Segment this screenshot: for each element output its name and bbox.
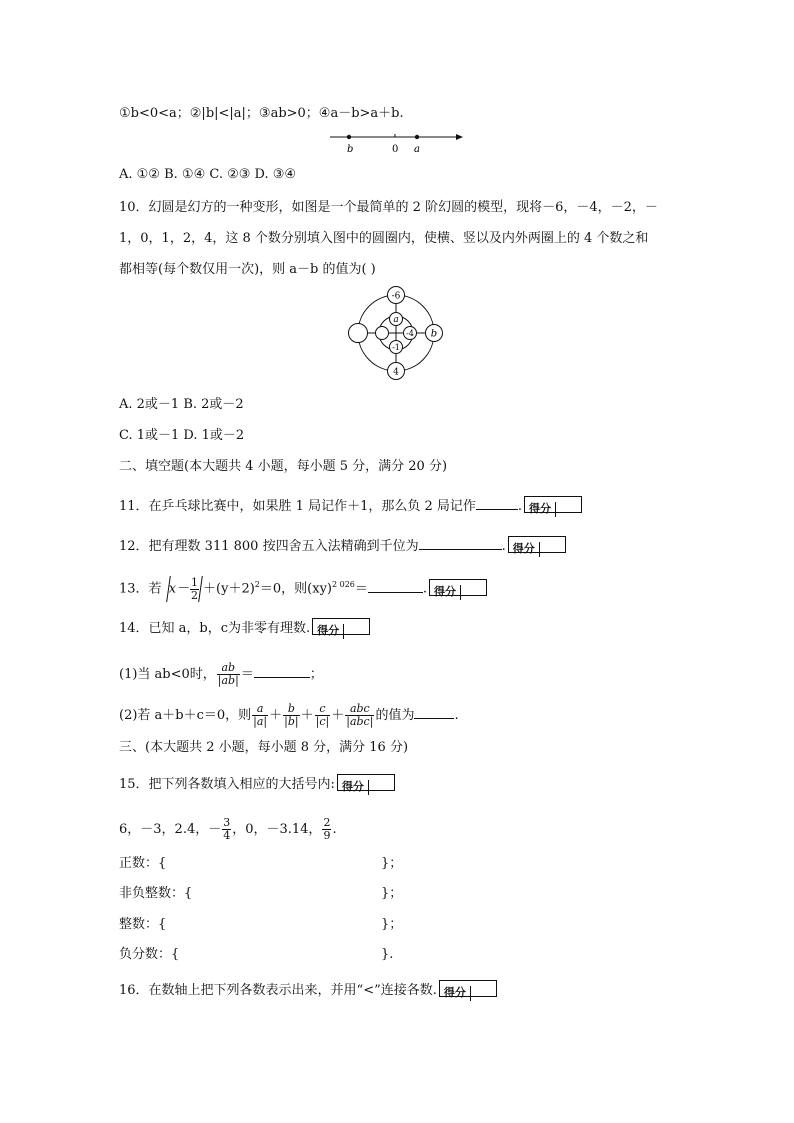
node-inner-left (376, 327, 389, 340)
q15-nums-end: . (332, 822, 337, 837)
q14 (119, 620, 370, 637)
row-answer-area[interactable] (199, 947, 379, 963)
q12-score-box (508, 536, 566, 553)
q13-eq: ＝0，则(xy) (259, 581, 332, 597)
node-inner-top-value: a (393, 315, 399, 325)
q15-nums-pre: 6，－3，2.4，－ (119, 822, 222, 837)
q12 (119, 537, 566, 555)
q13-abs-var: x－ (168, 581, 190, 597)
frac-den: |abc| (346, 715, 374, 728)
row-close: }； (381, 886, 403, 901)
label-zero: 0 (392, 144, 399, 155)
node-inner-right-value: -4 (406, 329, 414, 338)
label-b: b (347, 144, 354, 155)
q14-text: 14．已知 a，b，c为非零有理数. (119, 621, 311, 636)
row-close: }. (381, 947, 394, 962)
q11-end: . (517, 499, 523, 514)
node-inner-bottom-value: -1 (392, 343, 400, 352)
frac-den: |b| (284, 715, 299, 728)
q13-power: 2 026 (331, 580, 355, 590)
frac-num: b (283, 703, 299, 716)
plus-sign: ＋ (300, 708, 314, 723)
q14-fraction-c (315, 703, 331, 728)
q13-square: 2 (254, 580, 260, 590)
label-a: a (414, 144, 420, 155)
q10-line2: 1，0，1，2，4，这 8 个数分别填入图中的圆圈内，使横、竖以及内外两圈上的 4 个数之和 (119, 231, 649, 246)
q14-part2-answer-blank[interactable] (414, 706, 454, 719)
q12-end: . (501, 539, 506, 554)
row-close: }； (381, 917, 403, 932)
frac-num: 3 (223, 816, 231, 829)
q13-end: . (422, 581, 428, 597)
row-answer-area[interactable] (219, 886, 379, 902)
row-answer-area[interactable] (189, 856, 379, 872)
q9-statements: ①b<0<a；②|b|<|a|；③ab>0；④a－b>a＋b. (119, 106, 404, 121)
score-label: 得分 (430, 585, 461, 600)
q11 (119, 497, 582, 515)
q14-part2-post: 的值为 (375, 708, 415, 723)
q14-fraction-a (252, 703, 268, 728)
q13-score-box (429, 579, 487, 596)
q9-number-line (325, 128, 470, 156)
q14-part1-pre: (1)当 ab<0时， (119, 667, 216, 682)
frac-num: 2 (323, 816, 331, 829)
frac-num: c (315, 703, 331, 716)
row-label: 非负整数：{ (119, 886, 193, 901)
q11-text: 11．在乒乓球比赛中，如果胜 1 局记作＋1，那么负 2 局记作 (119, 499, 476, 514)
q13 (119, 576, 487, 602)
q15-fraction-3-4 (222, 817, 231, 842)
q13-post: ＝ (354, 581, 368, 597)
plus-sign: ＋ (269, 708, 283, 723)
q10-choices-2: C. 1或－1 D. 1或－2 (119, 428, 245, 443)
q14-part1-post: ＝ (240, 667, 254, 682)
plus-sign: ＋ (331, 708, 345, 723)
node-bottom-value: 4 (393, 367, 399, 378)
q14-part1 (119, 662, 323, 687)
frac-num: abc (345, 703, 374, 716)
q13-pre: 13．若 (119, 581, 162, 597)
row-label: 正数：{ (119, 856, 167, 871)
point-b (347, 135, 351, 139)
frac-num: ab (217, 662, 240, 675)
q11-answer-blank[interactable] (476, 497, 518, 510)
score-label: 得分 (525, 502, 556, 517)
q13-mid: ＋(y＋2) (203, 581, 255, 597)
q14-part2-pre: (2)若 a＋b＋c＝0，则 (119, 708, 252, 723)
q14-score-box (312, 618, 370, 635)
node-top-value: -6 (391, 291, 401, 302)
frac-den: |ab| (217, 674, 239, 687)
q11-score-box (524, 496, 582, 513)
magic-circle-diagram (340, 283, 455, 383)
section-2-heading: 二、填空题(本大题共 4 小题，每小题 5 分，满分 20 分) (119, 459, 448, 474)
q15-fraction-2-9 (322, 817, 331, 842)
q16-score-box (439, 980, 497, 997)
q12-text: 12．把有理数 311 800 按四舍五入法精确到千位为 (119, 539, 419, 554)
q13-answer-blank[interactable] (368, 580, 423, 593)
q16-text: 16．在数轴上把下列各数表示出来，并用“<”连接各数. (119, 983, 437, 998)
q15-numbers (119, 817, 337, 842)
frac-num: a (252, 703, 268, 716)
q14-fraction-b (283, 703, 299, 728)
score-label: 得分 (338, 780, 369, 795)
q14-fraction-abc (345, 703, 374, 728)
frac-den: |a| (253, 715, 268, 728)
row-label: 整数：{ (119, 917, 167, 932)
q15 (119, 776, 395, 793)
frac-num: 1 (191, 575, 199, 589)
q10-line3: 都相等(每个数仅用一次)，则 a－b 的值为( ) (119, 262, 376, 277)
q15-score-box (337, 774, 395, 791)
q14-part1-answer-blank[interactable] (254, 665, 310, 678)
q10-line1: 10．幻圆是幻方的一种变形，如图是一个最简单的 2 阶幻圆的模型，现将－6，－4，－2，－ (119, 200, 658, 215)
node-right-value: b (430, 328, 438, 340)
row-close: }； (381, 856, 403, 871)
score-label: 得分 (313, 624, 344, 639)
node-left (349, 324, 368, 343)
frac-den: 4 (223, 829, 231, 842)
point-a (415, 135, 419, 139)
q14-part1-fraction (217, 662, 240, 687)
score-label: 得分 (440, 986, 471, 1001)
q15-row-positive (119, 856, 403, 872)
frac-den: |c| (315, 715, 330, 728)
q15-row-nonneg-integer (119, 886, 403, 902)
section-3-heading: 三、(本大题共 2 小题，每小题 8 分，满分 16 分) (119, 740, 409, 755)
q9-choices: A. ①② B. ①④ C. ②③ D. ③④ (119, 167, 297, 182)
q12-answer-blank[interactable] (419, 537, 502, 550)
frac-den: 9 (323, 829, 331, 842)
q16 (119, 982, 497, 999)
row-label: 负分数：{ (119, 947, 180, 962)
q15-text: 15．把下列各数填入相应的大括号内: (119, 777, 335, 792)
score-label: 得分 (509, 542, 540, 557)
q15-row-integer (119, 917, 403, 933)
q14-part1-end: ； (309, 667, 323, 682)
frac-den: 2 (191, 588, 199, 602)
q14-part2 (119, 703, 459, 728)
q15-row-negative-fraction (119, 947, 394, 963)
q14-part2-end: . (454, 708, 459, 723)
q10-choices-1: A. 2或－1 B. 2或－2 (119, 397, 244, 412)
q15-nums-mid: ，0，－3.14， (232, 822, 322, 837)
row-answer-area[interactable] (189, 917, 379, 933)
